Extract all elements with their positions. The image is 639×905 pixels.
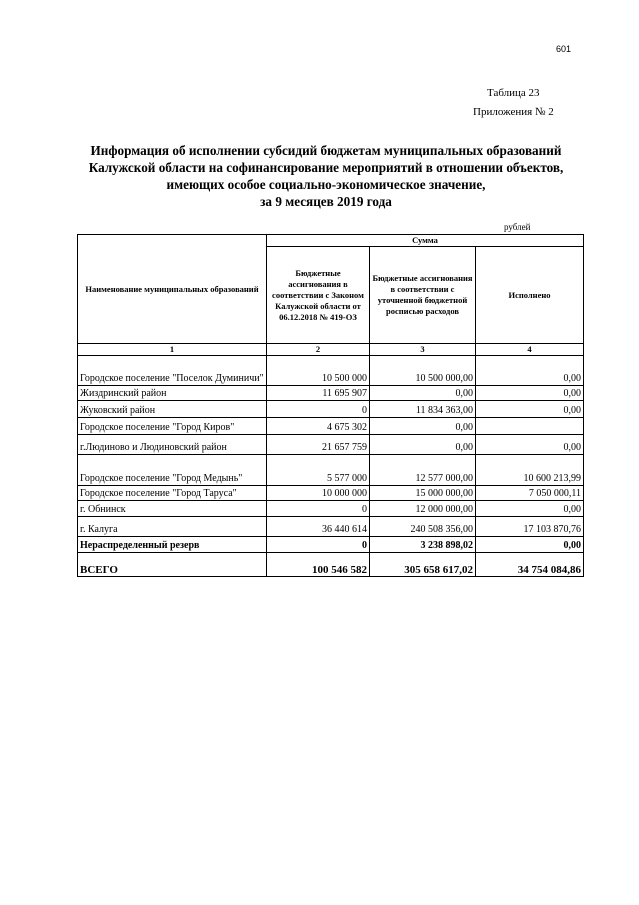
refined-allocation: 15 000 000,00 <box>370 486 476 501</box>
executed-amount: 0,00 <box>476 435 584 455</box>
table-row <box>78 501 584 517</box>
executed-amount: 0,00 <box>476 501 584 517</box>
law-allocation: 11 695 907 <box>267 386 370 401</box>
reserve-name: Нераспределенный резерв <box>78 537 267 553</box>
table-row <box>78 435 584 455</box>
law-allocation: 4 675 302 <box>267 418 370 435</box>
table-label: Таблица 23 <box>487 87 540 99</box>
law-allocation: 36 440 614 <box>267 517 370 537</box>
law-allocation: 0 <box>267 537 370 553</box>
total-label: ВСЕГО <box>78 553 267 577</box>
refined-allocation: 12 000 000,00 <box>370 501 476 517</box>
municipality-name: г.Людиново и Людиновский район <box>78 435 267 455</box>
municipality-name: г. Калуга <box>78 517 267 537</box>
law-allocation: 100 546 582 <box>267 553 370 577</box>
refined-allocation: 0,00 <box>370 418 476 435</box>
municipality-name: Городское поселение "Город Киров" <box>78 418 267 435</box>
municipality-name: Жуковский район <box>78 401 267 418</box>
municipality-name: Жиздринский район <box>78 386 267 401</box>
column-number: 2 <box>267 344 370 356</box>
column-number: 4 <box>476 344 584 356</box>
law-allocation: 10 000 000 <box>267 486 370 501</box>
table-row <box>78 356 584 386</box>
executed-amount <box>476 418 584 435</box>
column-number: 1 <box>78 344 267 356</box>
document-title <box>60 142 592 210</box>
municipality-name: Городское поселение "Город Медынь" <box>78 455 267 486</box>
law-allocation: 0 <box>267 401 370 418</box>
header-name: Наименование муниципальных образований <box>78 235 267 344</box>
law-allocation: 21 657 759 <box>267 435 370 455</box>
title-line: имеющих особое социально-экономическое значение, <box>166 177 486 192</box>
refined-allocation: 11 834 363,00 <box>370 401 476 418</box>
reserve-row <box>78 537 584 553</box>
header-refined-allocations: Бюджетные ассигнования в соответствии с уточненной бюджетной росписью расходов <box>370 247 476 344</box>
column-number: 3 <box>370 344 476 356</box>
table-row <box>78 455 584 486</box>
refined-allocation: 10 500 000,00 <box>370 356 476 386</box>
law-allocation: 5 577 000 <box>267 455 370 486</box>
law-allocation: 0 <box>267 501 370 517</box>
refined-allocation: 0,00 <box>370 386 476 401</box>
executed-amount: 10 600 213,99 <box>476 455 584 486</box>
header-law-allocations: Бюджетные ассигнования в соответствии с Законом Калужской области от 06.12.2018 № 419-ОЗ <box>267 247 370 344</box>
refined-allocation: 305 658 617,02 <box>370 553 476 577</box>
header-executed: Исполнено <box>476 247 584 344</box>
table-row <box>78 517 584 537</box>
executed-amount: 17 103 870,76 <box>476 517 584 537</box>
refined-allocation: 0,00 <box>370 435 476 455</box>
subsidy-table <box>77 234 584 577</box>
municipality-name: Городское поселение "Поселок Думиничи" <box>78 356 267 386</box>
title-line: Калужской области на софинансирование мероприятий в отношении объектов, <box>88 160 564 175</box>
title-line: Информация об исполнении субсидий бюджетам муниципальных образований <box>90 143 562 158</box>
executed-amount: 0,00 <box>476 537 584 553</box>
total-row <box>78 553 584 577</box>
executed-amount: 0,00 <box>476 401 584 418</box>
title-line: за 9 месяцев 2019 года <box>260 194 392 209</box>
law-allocation: 10 500 000 <box>267 356 370 386</box>
executed-amount: 0,00 <box>476 386 584 401</box>
page-number: 601 <box>556 44 572 54</box>
header-sum: Сумма <box>267 235 584 247</box>
refined-allocation: 3 238 898,02 <box>370 537 476 553</box>
executed-amount: 0,00 <box>476 356 584 386</box>
units-label: рублей <box>504 222 531 232</box>
table-row <box>78 386 584 401</box>
table-row <box>78 401 584 418</box>
municipality-name: Городское поселение "Город Таруса" <box>78 486 267 501</box>
refined-allocation: 240 508 356,00 <box>370 517 476 537</box>
executed-amount: 7 050 000,11 <box>476 486 584 501</box>
refined-allocation: 12 577 000,00 <box>370 455 476 486</box>
table-row <box>78 418 584 435</box>
municipality-name: г. Обнинск <box>78 501 267 517</box>
appendix-label: Приложения № 2 <box>473 106 554 118</box>
table-row <box>78 486 584 501</box>
executed-amount: 34 754 084,86 <box>476 553 584 577</box>
